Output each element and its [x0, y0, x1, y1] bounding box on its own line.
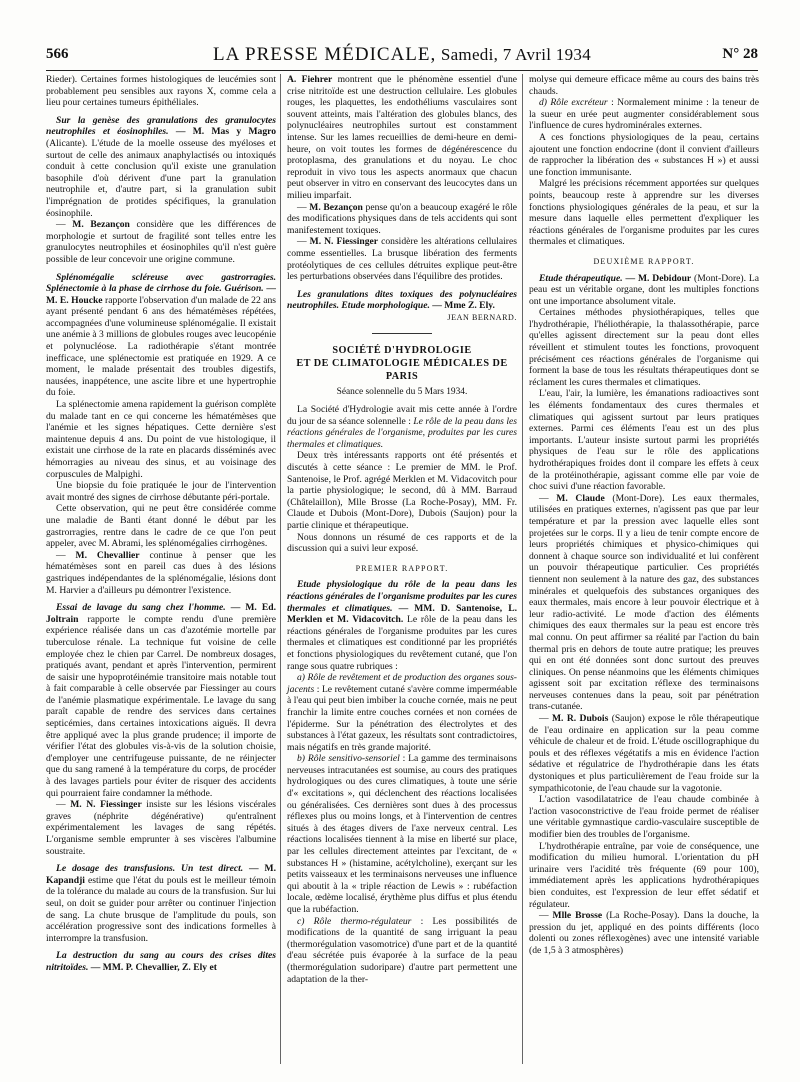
paragraph: Nous donnons un résumé de ces rapports et de la discussion qui a suivi leur exposé. [287, 531, 517, 555]
paragraph: — M. N. Fiessinger insiste sur les lésions viscérales graves (néphrite dégénérative) qu'entraînent expérimentalement les lavages de sang répétés. L'organisme semble emprunter à ses viscères l'albumine soustraite. [46, 799, 276, 857]
header-rule [46, 70, 758, 71]
paragraph: Rieder). Certaines formes histologiques de leucémies sont probablement peu sensibles aux rayons X, comme cela a lieu pour certaines tumeurs épithéliales. [46, 74, 276, 109]
paragraph [287, 404, 517, 450]
paragraph: — M. Claude (Mont-Dore). Les eaux thermales, utilisées en pratiques externes, n'agissent pas que par leur température et par la pression avec laquelle elles sont projetées sur le corps. Il y a lieu de tenir compte encore de leurs propriétés chimiques et physico-chimiques qui donnent à chaque source son individualité et lui confèrent un pouvoir thérapeutique particulier. Ces propriétés tiennent non seulement à la nature des gaz, des substances minérales et quelquefois des substances organiques des eaux thermales, mais encore à leur pouvoir électrique et à leur radio-activité. Le mode d'action des éléments chimiques des eaux thermales sur la peau est encore très mal connu. On peut affirmer sa réalité par l'action du bain thermal pris en dehors de toute autre pratique; les preuves qui en ont été données sont donc surtout des preuves cliniques. On pense néanmoins que les éléments chimiques agissent soit par excitation réflexe des terminaisons nerveuses contenues dans la peau, soit par pénétration trans-cutanée. [529, 492, 759, 713]
paragraph-text: : Le revêtement cutané s'avère comme imperméable à l'eau qui peut bien imbiber la couche cornée, mais ne peut franchir la limite entre couches cornées et non cornées de l'épiderme. Sur la pénétration des électrolytes et des substances à l'état gazeux, les résultats sont contradictoires, mais négatifs en très grande majorité. [287, 683, 517, 753]
paragraph [46, 863, 276, 944]
paragraph-italic: a) Rôle de revêtement et de production des organes sous-jacents [287, 672, 517, 695]
column-1 [46, 74, 276, 974]
paragraph: — M. Chevallier continue à penser que les hématémèses sont en pareil cas dues à des lésions gastriques indépendantes de la splénomégalie, lésions dont M. Harvier a d'ailleurs pu démontrer l'existence. [46, 549, 277, 596]
paragraph: Certaines méthodes physiothérapiques, telles que l'hydrothérapie, l'héliothérapie, la thalassothérapie, parce qu'elles agissent directement sur la peau dont elles réveillent et stimulent toutes les fonctions, provoquent précisément ces réactions générales de l'organisme qui forment la base de tous les résultats thérapeutiques dont se réclament les cures thermales et climatiques. [529, 307, 759, 388]
column-2 [287, 74, 517, 985]
author: A. Fiehrer [287, 74, 333, 85]
section-rule [372, 333, 432, 334]
article-heading: Etude thérapeutique. [539, 272, 623, 284]
issue-number: N° 28 [722, 46, 758, 62]
paragraph [46, 950, 276, 973]
paragraph-text: insiste sur les lésions viscérales graves (néphrite dégénérative) qu'entraînent expérimentalement les lavages de sang répétés. L'organisme semble emprunter à ses viscères l'albumine soustraite. [46, 799, 276, 857]
journal-title [46, 44, 758, 66]
author: Mlle Brosse [552, 910, 603, 922]
paragraph: — M. Bezançon pense qu'on a beaucoup exagéré le rôle des modifications physiques dans de tels accidents qui sont manifestement toxiques. [287, 201, 518, 236]
paragraph [529, 273, 759, 308]
author: M. Chevallier [75, 549, 140, 561]
author: M. Claude [556, 492, 605, 504]
paragraph-text: pense qu'on a beaucoup exagéré le rôle des modifications physiques dans de tels accidents qui sont manifestement toxiques. [287, 201, 518, 236]
paragraph-text: : Normalement minime : la teneur de la sueur en urée peut augmenter considérablement sous l'influence de cures hydrominérales externes. [529, 97, 759, 132]
author: — M. Kapandji [46, 863, 276, 886]
article-heading: Essai de lavage du sang chez l'homme. [56, 602, 226, 614]
paragraph-text: (La Roche-Posay). Dans la douche, la pression du jet, appliqué en des points différents (loco dolenti ou zones réflexogènes) avec une intensité variable (de 1,5 à 3 atmosphères) [529, 910, 759, 956]
paragraph: molyse qui demeure efficace même au cours des bains très chauds. [529, 74, 759, 97]
paragraph: Une biopsie du foie pratiquée le jour de l'intervention avait montré des signes de cirrhose débutante péri-portale. [46, 480, 276, 503]
paragraph-text: (Mont-Dore). Les eaux thermales, utilisées en pratiques externes, n'agissent pas que par leur température et par la pression avec laquelle elles sont projetées sur le corps. Il y a lieu de tenir compte encore de leurs propriétés chimiques et physico-chimiques qui donnent à chaque source son individualité et lui confèrent un pouvoir thérapeutique particulier. Ces propriétés tiennent non seulement à la nature des gaz, des substances minérales et quelquefois des substances organiques des eaux thermales, mais encore à leur pouvoir électrique et à leur radio-activité. Le mode d'action des éléments chimiques des eaux thermales sur la peau est encore très mal connu. On peut affirmer sa réalité par l'action du bain thermal pris en dehors de toute autre pratique; les preuves qui en ont été données sont donc surtout des preuves cliniques. On pense néanmoins que les éléments chimiques agissent soit par excitation réflexe des terminaisons nerveuses contenues dans la peau, soit par pénétration trans-cutanée. [529, 492, 759, 713]
author: — MM. D. Santenoise, L. Merklen et M. Vidacovitch. [287, 602, 517, 626]
article-heading: Etude physiologique du rôle de la peau dans les réactions générales de l'organisme produites par les cures thermales et climatiques. [287, 579, 517, 614]
paragraph: L'eau, l'air, la lumière, les émanations radioactives sont les éléments fondamentaux des cures thermales et climatiques qui agissent surtout par leurs pratiques externes. Parmi ces éléments l'eau est un des plus importants. L'auteur insiste surtout parmi les propriétés physiques de l'eau sur le rôle des applications hydrothérapiques froides dont il compare les effets à ceux de la protéinothérapie, agissant comme elle par voie de choc suivi d'une réaction favorable. [529, 388, 759, 493]
author: — M. Debidour [622, 272, 692, 284]
author: — Mme Z. Ely. [429, 300, 495, 312]
section-title-line: ET DE CLIMATOLOGIE MÉDICALES DE PARIS [296, 358, 508, 383]
page-number: 566 [46, 46, 69, 62]
paragraph-text: rapporte l'observation d'un malade de 22 ans ayant présenté pendant 6 ans des hématémèses répétées, accompagnées d'une volumineuse splénomégalie. Il existait une anémie à 3 millions de globules rouges avec leucopénie et polynucléose. La radiothérapie s'étant montrée inefficace, une splénectomie est pratiquée en 1929. A ce moment, le malade présentait des troubles digestifs, nausées, inappétence, une ascite libre et une hypertrophie du foie. [46, 294, 276, 399]
paragraph-text: considère les altérations cellulaires comme essentielles. La brusque libération des ferments protéolytiques de ces cellules détruites explique peut-être les perturbations observées dans l'équilibre des protides. [287, 236, 517, 283]
article-heading: Sur la genèse des granulations des granulocytes neutrophiles et éosinophiles. [46, 114, 276, 138]
paragraph: L'hydrothérapie entraîne, par voie de conséquence, une modification du milieu humoral. L'orientation du pH urinaire vers l'acidité très fréquente (69 pour 100), immédiatement après les applications hydrothérapiques bien conduites, est l'expression de leur effet sédatif et régulateur. [529, 840, 759, 910]
paragraph-text: considère que les différences de morphologie et surtout de fragilité sont telles entre les granulocytes neutrophiles et éosinophiles qu'il n'est guère possible de leur concevoir une origine commune. [46, 219, 276, 265]
paragraph [287, 672, 517, 753]
section-title-line: SOCIÉTÉ D'HYDROLOGIE [332, 345, 472, 357]
paragraph [287, 916, 517, 986]
paragraph: La splénectomie amena rapidement la guérison complète du malade tant en ce qui concerne les hématémèses que l'anémie et les signes hépatiques. Cette dernière s'est maintenue depuis 4 ans. Du point de vue histologique, il existait une cirrhose de la rate en placards disséminés avec hémorragies au niveau des sinus, et au voisinage des corpuscules de Malpighi. [46, 399, 276, 480]
paragraph-text: montrent que le phénomène essentiel d'une crise nitritoïde est une destruction cellulaire. Les globules rouges, les plaquettes, les endothéliums vasculaires sont souvent atteints, mais l'altération des globules blancs, des polynucléaires neutrophiles surtout est constamment intense. Sur les lames recueillies de demi-heure en demi-heure, on voit toutes les formes de dégénérescence du protoplasma, des granulations et du noyau. Le choc reproduit in vivo tous les aspects anormaux que chacun peut observer in vitro en conservant des leucocytes dans un milieu imparfait. [287, 74, 518, 201]
author: M. R. Dubois [551, 713, 609, 725]
paragraph-text: rapporte le compte rendu d'une première expérience réalisée dans un cas d'azotémie mortelle par tuberculose rénale. La technique fut voisine de celle employée chez le chien par Carrel. De nombreux dosages, pratiqués avant, pendant et après l'intervention, permirent de saisir une hypoprotéinémie transitoire mais notable tout à fait comparable à celle observée par Fiessinger au cours de l'anémie plasmatique expérimentale. Le lavage du sang paraît capable de rendre des services dans certaines septicémies, dans certaines intoxications aiguës. Il devra être appliqué avec la plus grande prudence; il importe de vérifier l'état des globules vis-à-vis de la solution choisie, d'employer une centrifugeuse puissante, de ne réinjecter que du sang ramené à la température du corps, de procéder à des lavages partiels pour éviter de risquer des accidents qui pourraient faire condamner la méthode. [46, 613, 276, 799]
paragraph [287, 289, 517, 312]
paragraph: Malgré les précisions récemment apportées sur quelques points, beaucoup reste à apprendre sur les diverses fonctions physiologiques générales de la peau, et sur la mesure dans laquelle elles permettent d'expliquer les réactions générales de l'organisme produites par les cures thermales et climatiques. [529, 178, 759, 248]
article-heading: Splénomégalie scléreuse avec gastrorragies. Splénectomie à la phase de cirrhose du foie. Guérison. [46, 271, 276, 295]
article-heading: Les granulations dites toxiques des polynucléaires neutrophiles. Etude morphologique. [287, 288, 517, 312]
journal-name: LA PRESSE MÉDICALE, [212, 44, 437, 65]
paragraph-text: (Mont-Dore). La peau est un véritable organe, dont les multiples fonctions ont une importance absolument vitale. [529, 272, 759, 307]
paragraph-text: (Saujon) expose le rôle thérapeutique de l'eau ordinaire en application sur la peau comme véhicule de chaleur et de froid. L'étude oscillographique du pouls et des réflexes végétatifs a mis en évidence l'action sédative et régulatrice de l'hydrothérapie dans les états dystoniques et plus particulièrement de l'eau froide sur la sympathicotonie, de l'eau chaude sur la vagotonie. [529, 713, 759, 794]
article-heading: La destruction du sang au cours des crises dites nitritoïdes. [46, 950, 276, 973]
author: — M. E. Houcke [46, 283, 276, 306]
author: M. N. Fiessinger [70, 799, 142, 811]
signature-line [287, 312, 517, 324]
author: M. N. Fiessinger [309, 236, 379, 248]
paragraph: — Mlle Brosse (La Roche-Posay). Dans la douche, la pression du jet, appliqué en des points différents (loco dolenti ou zones réflexogènes) avec une intensité variable (de 1,5 à 3 atmosphères) [529, 910, 759, 956]
paragraph: — M. R. Dubois (Saujon) expose le rôle thérapeutique de l'eau ordinaire en application sur la peau comme véhicule de chaleur et de froid. L'étude oscillographique du pouls et des réflexes végétatifs a mis en évidence l'action sédative et régulatrice de l'hydrothérapie dans les états dystoniques et plus particulièrement de l'eau froide sur la sympathicotonie, de l'eau chaude sur la vagotonie. [529, 713, 759, 794]
column-divider [522, 74, 523, 1064]
paragraph: — M. Bezançon considère que les différences de morphologie et surtout de fragilité sont telles entre les granulocytes neutrophiles et éosinophiles qu'il n'est guère possible de leur concevoir une origine commune. [46, 219, 276, 265]
paragraph-text: : Les possibilités de modifications de la quantité de sang irriguant la peau (thermorégulation vasomotrice) d'une part et de la quantité d'eau sécrétée puis évaporée à la surface de la peau (thermorégulation sudoripare) d'autre part permettent une adaptation de la ther- [287, 915, 517, 985]
page-header [46, 44, 758, 66]
paragraph [529, 97, 759, 132]
paragraph-italic: d) Rôle excréteur [539, 97, 608, 109]
paragraph [287, 74, 517, 202]
paragraph-italic: Le rôle de la peau dans les réactions générales de l'organisme, produites par les cures thermales et climatiques. [287, 415, 517, 450]
author: — MM. P. Chevallier, Z. Ely et [88, 961, 217, 973]
signature: JEAN BERNARD. [447, 312, 517, 322]
paragraph-text: Le rôle de la peau dans les réactions générales de l'organisme produites par les cures thermales et climatiques est conditionné par les propriétés et fonctions physiologiques du revêtement cutané, que l'on range sous quatre rubriques : [287, 614, 518, 672]
paragraph: Deux très intéressants rapports ont été présentés et discutés à cette séance : Le premier de MM. le Prof. Santenoise, le Prof. agrégé Merklen et M. Vidacovitch pour la partie physiologique; le second, dû à MM. Barraud (Châtelaillon), Mlle Brosse (La Roche-Posay), MM. Fr. Claude et Dubois (Mont-Dore), Dubois (Saujon) pour la partie clinique et thérapeutique. [287, 450, 517, 531]
column-3 [529, 74, 759, 957]
author: M. Bezançon [309, 201, 363, 213]
report-title: DEUXIÈME RAPPORT. [593, 256, 695, 266]
paragraph [287, 753, 517, 915]
paragraph: — M. N. Fiessinger considère les altérations cellulaires comme essentielles. La brusque libération des ferments protéolytiques de ces cellules détruites explique peut-être les perturbations observées dans l'équilibre des protides. [287, 236, 517, 283]
paragraph: Cette observation, qui ne peut être considérée comme une maladie de Banti étant donné le début par les gastrorragies, rentre dans le cadre de ce que l'on peut appeler, avec M. Abrami, les splénomégalies cirrhogènes. [46, 503, 276, 550]
author: M. Bezançon [72, 219, 130, 231]
paragraph: L'action vasodilatatrice de l'eau chaude combinée à l'action vasoconstrictive de l'eau froide permet de réaliser une véritable gymnastique cardio-vasculaire susceptible de modifier bien des troubles de l'organisme. [529, 794, 759, 840]
paragraph-text: estime que l'état du pouls est le meilleur témoin de la tolérance du malade au cours de la transfusion. Sur lui seul, on doit se guider pour arrêter ou continuer l'injection de sang. La chute brusque de l'amplitude du pouls, son accélération progressive sont des indications formelles à interrompre la transfusion. [46, 874, 276, 944]
paragraph: A ces fonctions physiologiques de la peau, certains ajoutent une fonction endocrine (dont il convient d'ailleurs de rapprocher la libération des « substances H ») et aussi une fonction immunisante. [529, 131, 759, 178]
paragraph-text: continue à penser que les hématémèses sont en pareil cas dues à des lésions gastriques indépendantes de la splénomégalie, lésions dont M. Harvier a d'ailleurs pu démontrer l'existence. [46, 549, 277, 596]
paragraph-text: La Société d'Hydrologie avait mis cette année à l'ordre du jour de sa séance solennelle : [287, 404, 517, 427]
column-divider [280, 74, 281, 1064]
paragraph-italic: c) Rôle thermo-régulateur [297, 915, 412, 927]
paragraph-text: (Alicante). L'étude de la moelle osseuse des myéloses et surtout de celle des animaux anaphylactisés ou intoxiqués conduit à cette conclusion qu'il existe une granulation basophile d'où dérivent d'une part la granulation neutrophile et, d'autre part, si la granulation subit l'imprégnation de protides spécifiques, la granulation éosinophile. [46, 137, 276, 219]
issue-date: Samedi, 7 Avril 1934 [440, 45, 592, 64]
paragraph [46, 272, 276, 400]
paragraph [287, 579, 517, 672]
section-title [287, 344, 517, 383]
paragraph-italic: b) Rôle sensitivo-sensoriel [297, 753, 400, 765]
paragraph-text: : La gamme des terminaisons nerveuses intracutanées est soumise, au cours des pratiques hydrologiques ou des cures climatiques, à toute une série d'« excitations », qui déclenchent des réactions localisées ou généralisées. Ces dernières sont dues à des processus réflexes plus ou moins longs, et à l'intervention de centres situés à des étages divers de l'axe nerveux central. Les réactions localisées tiennent à la mise en liberté sur place, par les cellules directement atteintes par l'excitant, de « substances H » (histamine, acétylcholine), exerçant sur les petits vaisseaux et les terminaisons nerveuses une influence qui aboutit à la « triple réaction de Lewis » : rubéfaction locale, œdème localisé, érythème plus diffus et plus étendu que la rubéfaction. [287, 753, 517, 915]
report-title: PREMIER RAPPORT. [355, 563, 449, 573]
author: — M. Mas y Magro [168, 126, 276, 138]
session-date: Séance solennelle du 5 Mars 1934. [336, 387, 468, 398]
paragraph [46, 115, 276, 219]
author: — M. Ed. Joltrain [46, 602, 276, 625]
article-heading: Le dosage des transfusions. Un test direct. [56, 863, 244, 875]
paragraph [46, 602, 276, 799]
